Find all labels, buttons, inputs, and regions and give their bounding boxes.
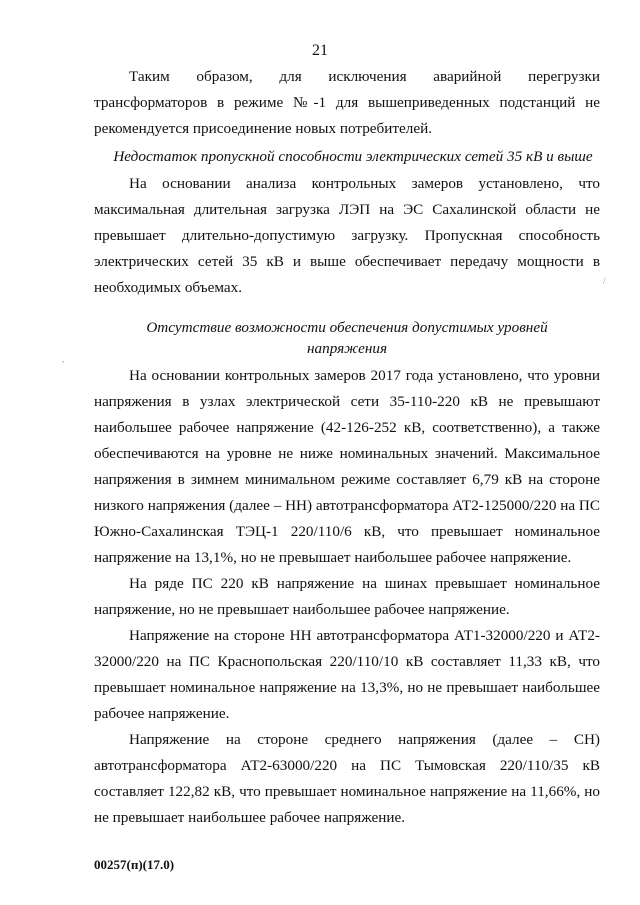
document-body	[94, 64, 600, 831]
paragraph-krasnopolskaya: Напряжение на стороне НН автотрансформатора АТ1-32000/220 и АТ2-32000/220 на ПС Краснопольская 220/110/10 кВ составляет 11,33 кВ, что превышает номинальное напряжение на 13,3%, но не превышает наибольшее рабочее напряжение.	[94, 627, 600, 722]
footer-code: 00257(п)(17.0)	[94, 857, 175, 872]
paragraph-substations-220: На ряде ПС 220 кВ напряжение на шинах превышает номинальное напряжение, но не превышает наибольшее рабочее напряжение.	[94, 575, 600, 618]
section-heading-network-capacity: Недостаток пропускной способности электрических сетей 35 кВ и выше	[113, 148, 593, 165]
paragraph-voltage-measurements: На основании контрольных замеров 2017 года установлено, что уровни напряжения в узлах электрической сети 35-110-220 кВ не превышают наибольшее рабочее напряжение (42-126-252 кВ, соответственно), а также обеспечиваются на уровне не ниже номинальных значений. Максимальное напряжения в зимнем минимальном режиме составляет 6,79 кВ на стороне низкого напряжения (далее – НН) автотрансформатора АТ2-125000/220 на ПС Южно-Сахалинская ТЭЦ-1 220/110/6 кВ, что превышает номинальное напряжение на 13,1%, но не превышает наибольшее рабочее напряжение.	[94, 367, 600, 566]
section-heading-voltage-levels: Отсутствие возможности обеспечения допустимых уровней напряжения	[146, 319, 548, 357]
scan-mark: ,	[62, 354, 65, 364]
scan-mark: /	[603, 276, 606, 286]
page-number: 21	[312, 42, 328, 59]
paragraph-tymovskaya: Напряжение на стороне среднего напряжения (далее – СН) автотрансформатора АТ2-63000/220 на ПС Тымовская 220/110/35 кВ составляет 122,82 кВ, что превышает номинальное напряжение на 11,66%, но не превышает наибольшее рабочее напряжение.	[94, 731, 600, 826]
paragraph-line-load: На основании анализа контрольных замеров установлено, что максимальная длительная загрузка ЛЭП на ЭС Сахалинской области не превышает длительно-допустимую загрузку. Пропускная способность электрических сетей 35 кВ и выше обеспечивает передачу мощности в необходимых объемах.	[94, 175, 600, 296]
paragraph-transformer-overload: Таким образом, для исключения аварийной перегрузки трансформаторов в режиме №-1 для вышеприведенных подстанций не рекомендуется присоединение новых потребителей.	[94, 68, 600, 137]
